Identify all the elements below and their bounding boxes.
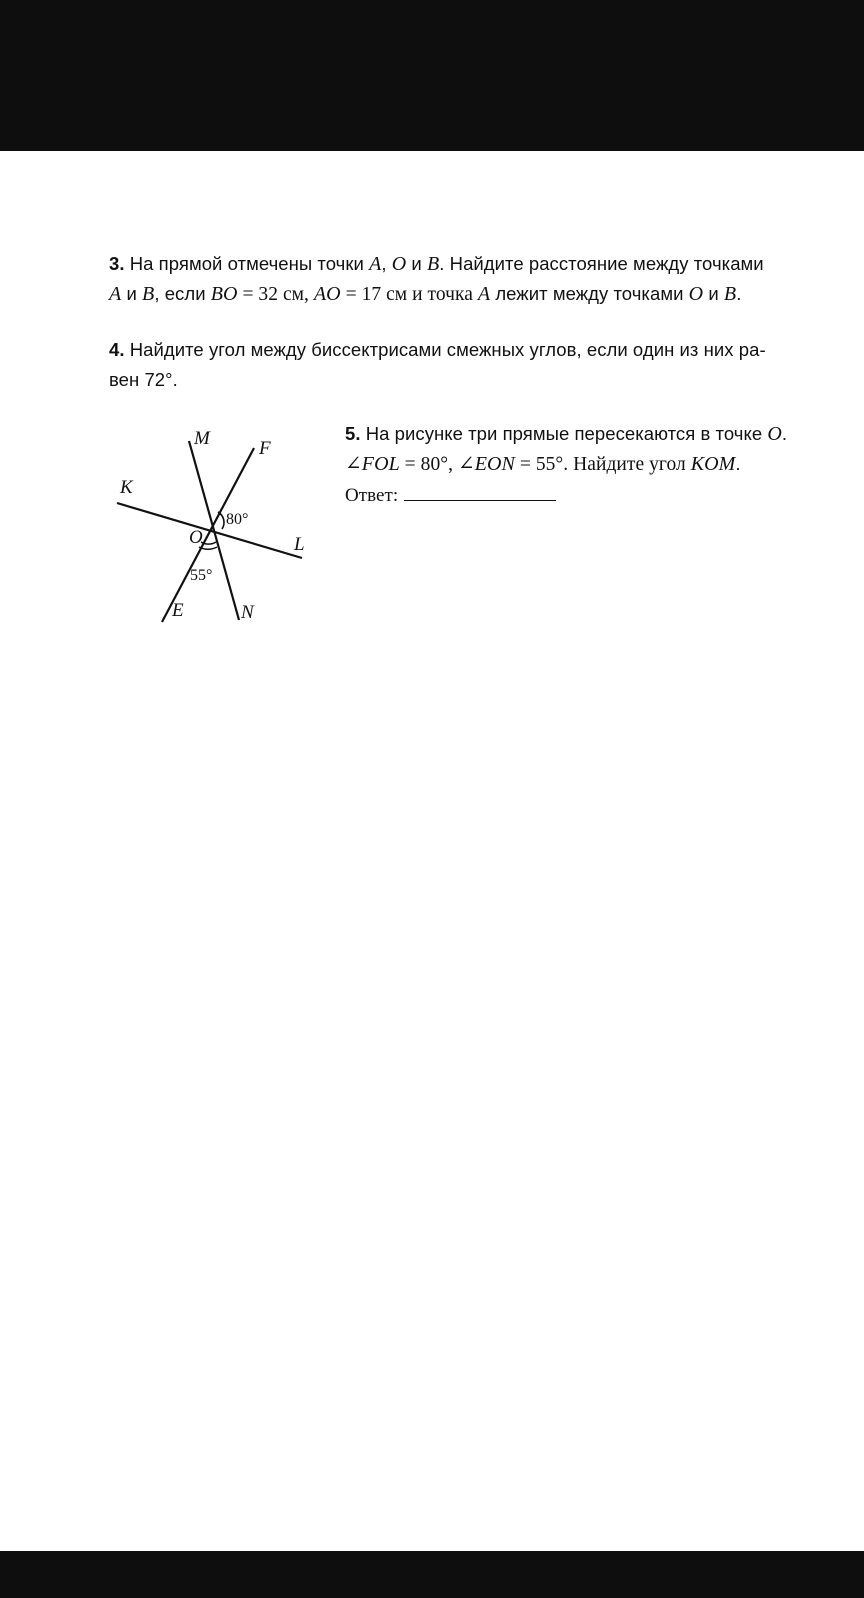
problem-4-line-1 [109, 335, 849, 365]
math-var: O [767, 423, 782, 445]
label-o: O [189, 527, 203, 548]
text: и [406, 253, 427, 274]
problem-number: 4. [109, 339, 125, 360]
math-var: AO [313, 283, 341, 305]
text: и [703, 283, 724, 304]
text: , [381, 253, 392, 274]
problem-5-line-2 [345, 449, 845, 480]
problem-5 [345, 419, 845, 511]
bottom-black-bar [0, 1551, 864, 1598]
text: На рисунке три прямые пересекаются в точке [365, 423, 768, 444]
math-var: B [427, 253, 440, 275]
text: . [781, 423, 788, 444]
label-f: F [259, 438, 271, 459]
three-lines-figure [110, 430, 320, 640]
text: . [735, 453, 741, 474]
math-angle: KOM [690, 453, 736, 475]
line-fe [162, 448, 254, 622]
problem-3 [109, 249, 849, 310]
problem-number: 5. [345, 423, 361, 444]
math-var: A [477, 283, 491, 305]
answer-label: Ответ: [345, 485, 399, 506]
text: и [121, 283, 143, 304]
math-var: BO [210, 283, 238, 305]
text: , если [154, 283, 211, 304]
math-var: O [688, 283, 704, 305]
math-text: = 17 см и точка [340, 284, 478, 305]
math-var: O [391, 253, 407, 275]
math-var: B [142, 283, 155, 305]
label-k: K [120, 477, 133, 498]
answer-blank-line[interactable] [404, 482, 556, 501]
problem-4-line-2: вен 72°. [109, 369, 178, 390]
text: . Найдите расстояние между точками [439, 253, 764, 274]
math-var: A [369, 253, 382, 275]
problem-5-line-1 [345, 419, 845, 449]
math-text: = 32 см, [237, 284, 314, 305]
angle-label-80: 80° [226, 511, 249, 528]
problem-4 [109, 335, 849, 395]
math-var: B [723, 283, 737, 305]
label-m: M [194, 428, 210, 449]
top-black-bar [0, 0, 864, 151]
text: . [736, 283, 742, 304]
math-text: = 80°, [399, 454, 458, 475]
problem-3-line-2 [109, 279, 849, 310]
angle-label-55: 55° [190, 567, 213, 584]
math-text: = 55°. Найдите угол [514, 454, 691, 475]
math-var: A [109, 283, 122, 305]
answer-row [345, 480, 845, 511]
problem-number: 3. [109, 253, 125, 274]
math-angle: ∠EON [457, 453, 515, 475]
label-l: L [294, 534, 305, 555]
math-angle: ∠FOL [345, 453, 400, 475]
text: лежит между точками [490, 283, 689, 304]
label-n: N [241, 602, 254, 623]
text: На прямой отмечены точки [129, 253, 370, 274]
label-e: E [172, 600, 184, 621]
problem-3-line-1 [109, 249, 849, 279]
text: Найдите угол между биссектрисами смежных углов, если один из них ра- [129, 339, 766, 360]
